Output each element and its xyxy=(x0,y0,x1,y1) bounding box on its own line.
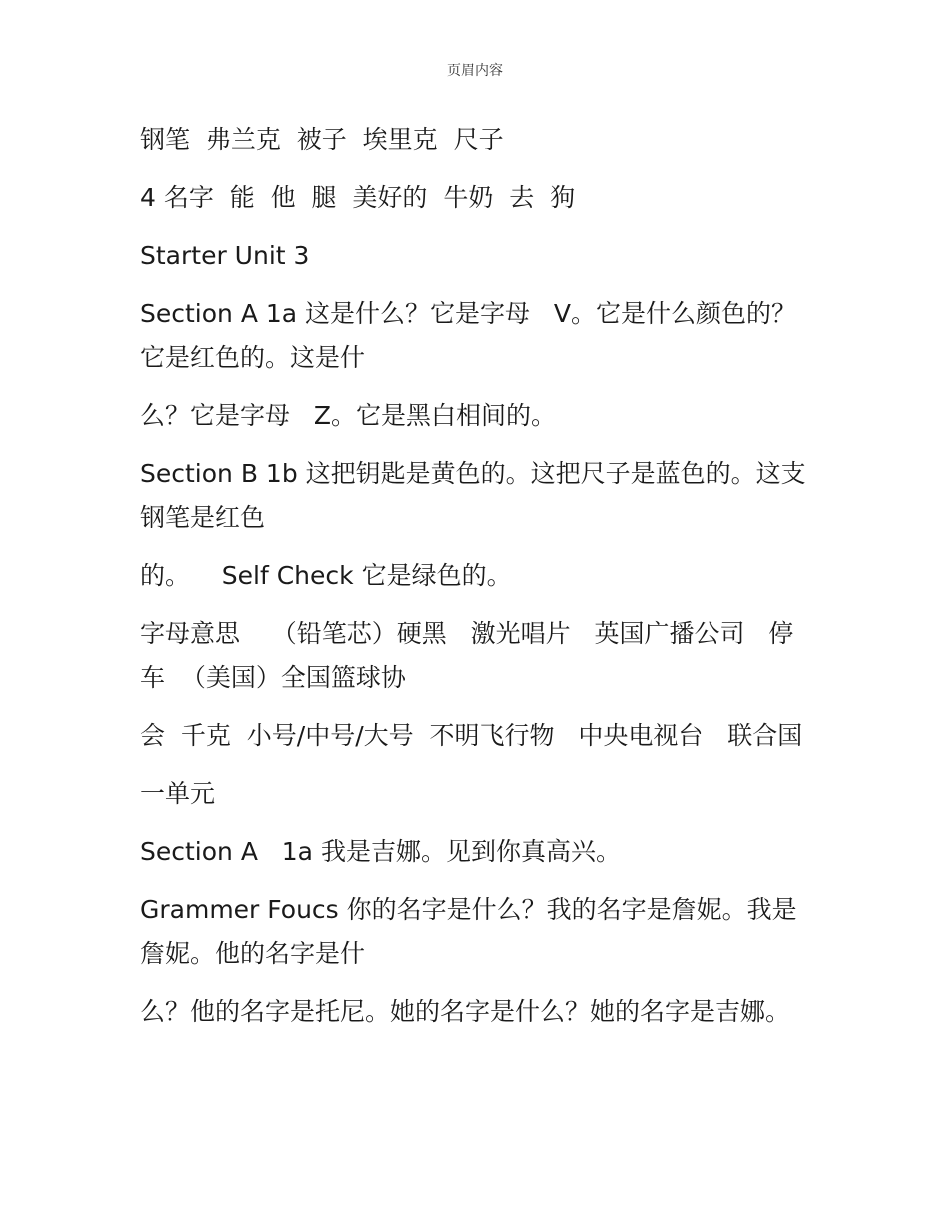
paragraph-section-b-1b: Section B 1b 这把钥匙是黄色的。这把尺子是蓝色的。这支钢笔是红色 xyxy=(140,459,806,532)
page-header: 页眉内容 xyxy=(447,63,503,79)
paragraph-unit-one: 一单元 xyxy=(140,779,216,808)
paragraph-vocab-line-2: 4 名字 能 他 腿 美好的 牛奶 去 狗 xyxy=(140,183,576,212)
paragraph-unit-one-section-a: Section A 1a 我是吉娜。见到你真高兴。 xyxy=(140,837,621,866)
paragraph-letter-meanings: 字母意思 （铅笔芯）硬黑 激光唱片 英国广播公司 停车 （美国）全国篮球协 xyxy=(140,619,794,692)
paragraph-self-check: 的。 Self Check 它是绿色的。 xyxy=(140,561,512,590)
paragraph-grammar-focus-cont: 么？他的名字是托尼。她的名字是什么？她的名字是吉娜。 xyxy=(140,997,791,1026)
paragraph-unit-heading: Starter Unit 3 xyxy=(140,241,310,270)
paragraph-grammar-focus: Grammer Foucs 你的名字是什么？我的名字是詹妮。我是詹妮。他的名字是什 xyxy=(140,895,797,968)
paragraph-letter-meanings-cont: 会 千克 小号/中号/大号 不明飞行物 中央电视台 联合国 xyxy=(140,721,803,750)
paragraph-vocab-line-1: 钢笔 弗兰克 被子 埃里克 尺子 xyxy=(140,125,504,154)
paragraph-section-a-1a: Section A 1a 这是什么？它是字母 V。它是什么颜色的？它是红色的。这是什 xyxy=(140,299,796,372)
paragraph-section-a-1a-cont: 么？它是字母 Z。它是黑白相间的。 xyxy=(140,401,556,430)
document-body xyxy=(140,118,810,1048)
